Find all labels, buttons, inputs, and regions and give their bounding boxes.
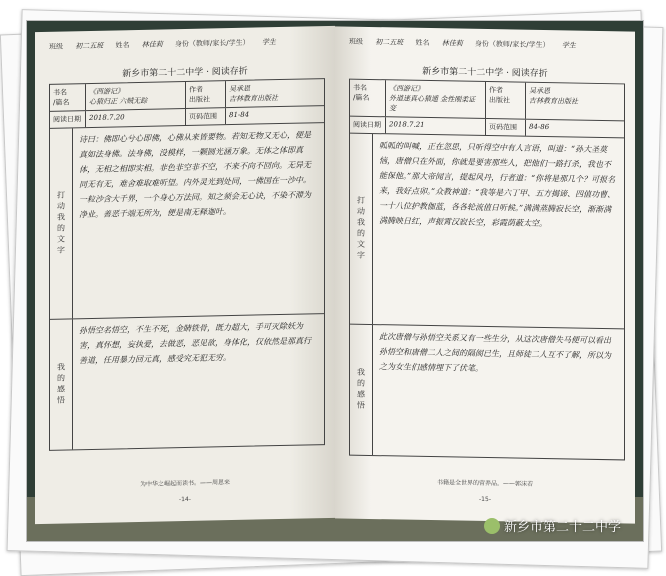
name-value: 林佳莉	[141, 40, 163, 49]
author-label-cell	[486, 82, 526, 119]
name-label: 姓名	[115, 41, 130, 50]
author-label: 作者	[189, 85, 203, 94]
watermark-text: 新乡市第二十二中学	[503, 520, 621, 535]
chapter-value: 心猿归正 六贼无踪	[89, 96, 148, 107]
right-title: 新乡市第二十二中学 · 阅读存折	[422, 66, 548, 80]
pages-label: 页码范围	[186, 108, 226, 125]
left-title: 新乡市第二十二中学 · 阅读存折	[122, 66, 248, 80]
book-label-cell	[350, 80, 386, 117]
book-value-cell	[86, 82, 186, 110]
left-footer-quote: 为中华之崛起而读书。——周恩来	[139, 479, 230, 488]
book-value: 《西游记》	[89, 87, 124, 97]
role-value: 学生	[561, 41, 576, 50]
quote-label: 打动我的文字	[350, 134, 373, 324]
date-value: 2018.7.21	[386, 117, 486, 135]
author-label: 作者	[489, 86, 503, 95]
left-page	[35, 26, 335, 524]
feel-content: 孙悟空名悟空，不生不死，金睛铁骨，既力超大，手可灭除妖为害，真怀想，妄执爱，去做恶，恶见欲，身体化，仅依然是那真行善道，任用暴力回元真，感受究无犯无穷。	[79, 321, 311, 366]
feel-content: 此次唐僧与孙悟空关系又有一些生分，从这次唐僧失马便可以看出孙悟空和唐僧二人之间的隔阂已生，且师徒二人互不了解，所以为之为女生们感情埋下了伏笔。	[379, 332, 611, 373]
name-value: 林佳莉	[441, 39, 463, 48]
date-label: 阅读日期	[350, 117, 386, 134]
role-label: 身份（教师/家长/学生）	[474, 39, 550, 50]
wechat-watermark	[484, 516, 621, 535]
right-record-table	[349, 79, 625, 461]
book-value-cell	[386, 80, 486, 118]
book-row	[350, 80, 624, 122]
left-page-number: -14-	[179, 495, 191, 504]
publisher-value: 吉林教育出版社	[229, 94, 278, 104]
book-value: 《西游记》	[389, 84, 424, 93]
open-booklet	[35, 29, 635, 527]
left-record-table	[49, 78, 325, 451]
author-value-cell	[226, 79, 324, 107]
pages-value: 84-86	[529, 122, 550, 132]
author-value-cell	[526, 83, 624, 121]
quote-label: 打动我的文字	[50, 128, 73, 318]
author-value: 吴承恩	[229, 84, 250, 94]
chapter-label: /篇名	[53, 98, 70, 107]
publisher-value: 吉林教育出版社	[529, 96, 578, 106]
role-label: 身份（教师/家长/学生）	[174, 38, 250, 49]
date-value: 2018.7.20	[86, 109, 186, 127]
chapter-value: 外道迷真心猿遁 金性刚柔证变	[389, 94, 476, 113]
book-label: 书名	[53, 88, 67, 97]
class-label: 班级	[349, 37, 363, 46]
right-footer-quote: 书籍是全世界的营养品。——郭沫若	[436, 479, 533, 488]
right-page	[335, 26, 635, 523]
chapter-label: /篇名	[353, 93, 370, 102]
left-header	[49, 36, 325, 52]
pages-label: 页码范围	[486, 119, 526, 136]
author-label-cell	[186, 81, 226, 108]
right-header	[349, 37, 625, 52]
role-value: 学生	[261, 38, 276, 47]
class-label: 班级	[49, 42, 63, 51]
photo-frame	[26, 20, 644, 542]
wechat-icon	[484, 518, 500, 534]
feel-label: 我的感悟	[350, 325, 373, 455]
author-value: 吴承恩	[529, 86, 550, 96]
book-label-cell	[50, 84, 86, 111]
quote-section	[50, 123, 324, 320]
pages-value: 81-84	[229, 110, 250, 120]
publisher-label: 出版社	[189, 95, 210, 104]
book-label: 书名	[353, 83, 367, 92]
class-value: 初二五班	[75, 41, 104, 51]
feel-section	[50, 314, 324, 450]
quote-section	[350, 134, 624, 330]
feel-label: 我的感悟	[50, 319, 73, 449]
quote-content: 呱呱的叫喊，正在忽思，只听得空中有人言语，叫道：“孙大圣莫恼，唐僧只在外面，你就是要害那些人，把他们一路打杀，我也不能保他。”那大帝闻言，提起风丹，行者道：“你将是那几个？可报名来，我好点卯。”众教神道：“我等是六丁甲、五方揭谛、四值功曹、一十八位护教伽蓝，各各轮流值日听候。”满满蒸腾寂长空，渐渐满满腾映日红，声振霄汉寂长空，彩霞荫蔽太空。	[379, 141, 616, 229]
feel-section	[350, 325, 624, 460]
name-label: 姓名	[415, 38, 430, 48]
date-label: 阅读日期	[50, 111, 86, 128]
publisher-label: 出版社	[489, 96, 510, 105]
class-value: 初二五班	[375, 38, 404, 47]
right-page-number: -15-	[479, 495, 491, 504]
quote-content: 诗曰：佛即心兮心即佛，心佛从来皆要物。若知无物又无心，便是真如法身佛。法身佛，没模样，一颗圆光涵万象。无体之体即真体，无相之相即实相。非色非空非不空，不来不向不回向。无异无同无有无，难舍难取难听望。内外灵光到处同，一佛国在一沙中。一粒沙含大千界，一个身心万法同。知之须会无心诀，不染不滞为净业。善恶千端无所为，便是南无释迦叶。	[79, 130, 311, 220]
